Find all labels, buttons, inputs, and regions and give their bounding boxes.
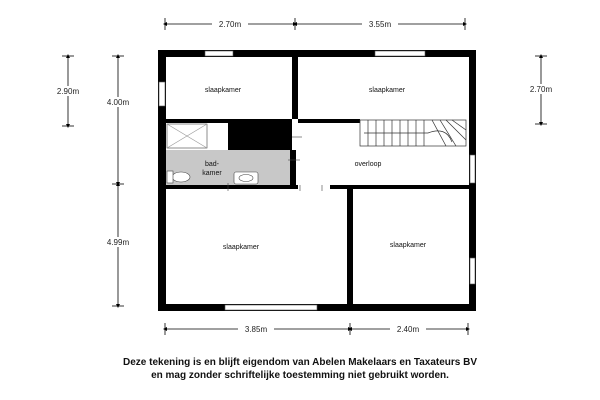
dim-left-inner-top: 4.00m	[106, 98, 130, 107]
dim-left-bottom: 4.99m	[106, 238, 130, 247]
disclaimer-line-1: Deze tekening is en blijft eigendom van Abelen Makelaars en Taxateurs BV	[123, 357, 477, 368]
toilet	[172, 172, 190, 182]
dim-bottom-left: 3.85m	[244, 325, 268, 334]
disclaimer-line-2: en mag zonder schriftelijke toestemming niet gebruikt worden.	[151, 370, 449, 381]
dim-right-top: 2.70m	[529, 85, 553, 94]
room-label-top-right: slaapkamer	[368, 87, 406, 94]
room-label-bottom-right: slaapkamer	[389, 242, 427, 249]
room-label-landing: overloop	[354, 161, 382, 168]
room-label-top-left: slaapkamer	[204, 87, 242, 94]
room-label-bottom-left: slaapkamer	[222, 244, 260, 251]
dim-top-right: 3.55m	[368, 20, 392, 29]
dim-bottom-right: 2.40m	[396, 325, 420, 334]
room-label-bathroom-1: bad-	[204, 161, 220, 168]
disclaimer	[0, 356, 600, 382]
room-label-bathroom-2: kamer	[202, 170, 222, 177]
dim-left-outer-top: 2.90m	[56, 87, 80, 96]
staircase	[360, 120, 466, 146]
dim-top-left: 2.70m	[218, 20, 242, 29]
